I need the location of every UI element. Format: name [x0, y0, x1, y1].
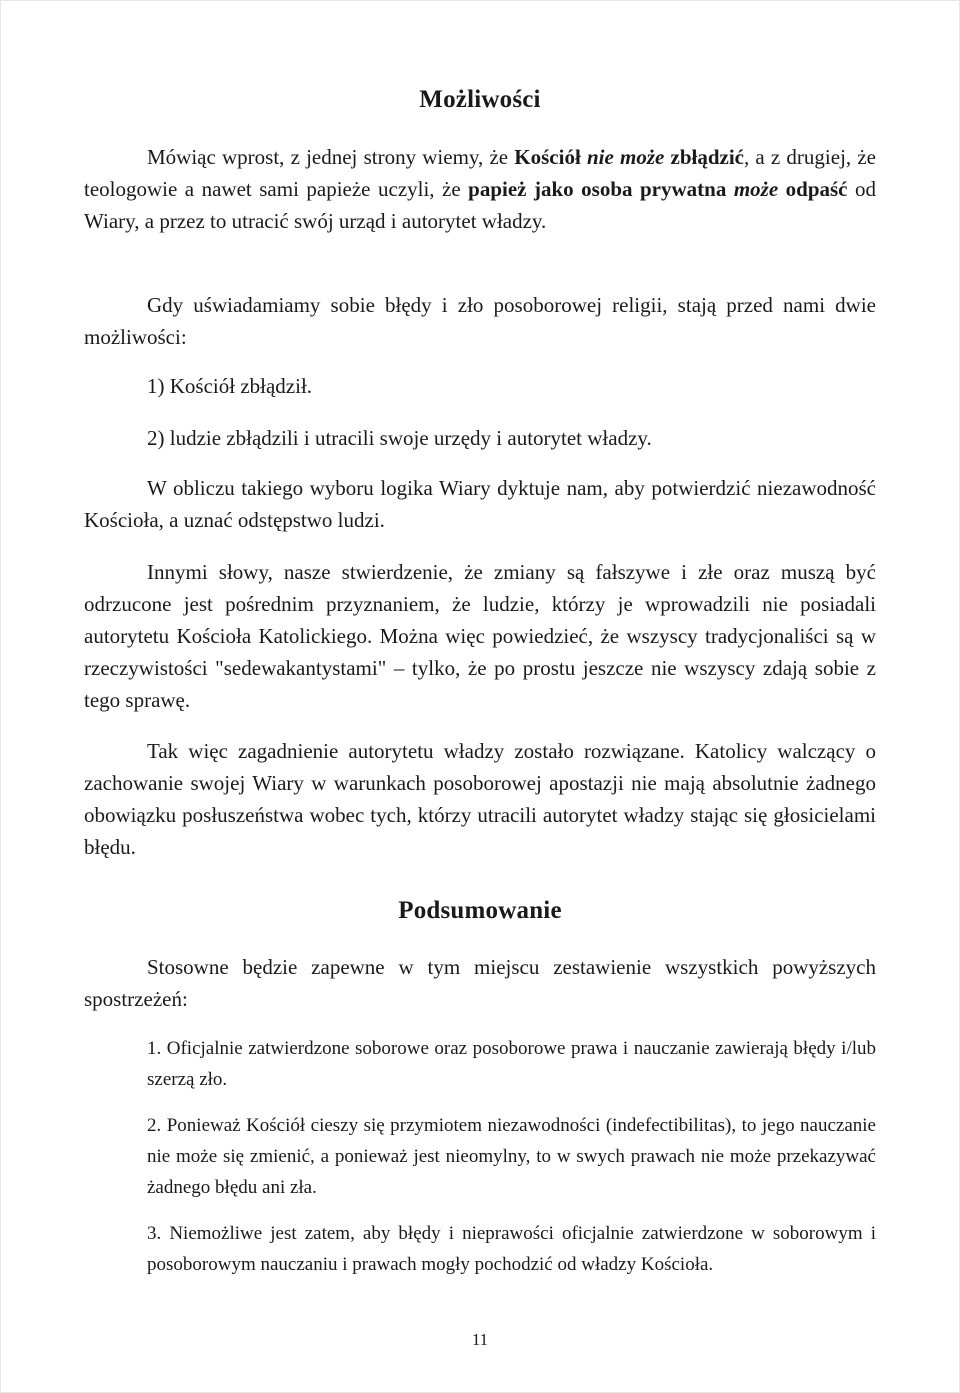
list-item: 2. Ponieważ Kościół cieszy się przymiotem niezawodności (indefectibilitas), to jego nauczanie nie może się zmienić, a ponieważ jest nieomylny, to w swych prawach nie może przekazywać żadnego błędu ani zła. — [147, 1115, 876, 1198]
bold-run: odpaść — [778, 177, 848, 201]
paragraph-two-possibilities: Gdy uświadamiamy sobie błędy i zło posoborowej religii, stają przed nami dwie możliwości: — [84, 293, 876, 349]
italic-run: może — [733, 177, 779, 201]
text-run: , a z drugiej, że teologowie a nawet sami papieże uczyli, że — [84, 145, 876, 201]
bold-italic-run — [734, 177, 778, 201]
section-heading-summary: Podsumowanie — [398, 897, 562, 924]
text-run: Mówiąc wprost, z jednej strony wiemy, że — [147, 145, 515, 169]
section-heading-possibilities: Możliwości — [419, 86, 541, 113]
bold-italic-run — [587, 145, 664, 169]
page-number: 11 — [471, 1330, 489, 1349]
paragraph-in-other-words: Innymi słowy, nasze stwierdzenie, że zmiany są fałszywe i złe oraz muszą być odrzucone jest pośrednim przyznaniem, że ludzie, którzy je wprowadzili nie posiadali autorytetu Kościoła Katolickiego. Można więc powiedzieć, że wszyscy tradycjonaliści są w rzeczywistości "sedewakantystami" – tylko, że po prostu jeszcze nie wszyscy zdają sobie z tego sprawę. — [84, 560, 876, 712]
paragraph-summary-intro: Stosowne będzie zapewne w tym miejscu zestawienie wszystkich powyższych spostrzeżeń: — [84, 955, 876, 1011]
option-item-1: 1) Kościół zbłądził. — [147, 374, 313, 398]
bold-run: papież jako osoba prywatna — [468, 177, 734, 201]
italic-run: nie może — [586, 145, 665, 169]
list-item: 3. Niemożliwe jest zatem, aby błędy i nieprawości oficjalnie zatwierdzone w soborowym i posoborowym nauczaniu i prawach mogły pochodzić od władzy Kościoła. — [147, 1223, 876, 1275]
paragraph-authority-resolved: Tak więc zagadnienie autorytetu władzy zostało rozwiązane. Katolicy walczący o zachowanie swojej Wiary w warunkach posoborowej apostazji nie mają absolutnie żadnego obowiązku posłuszeństwa wobec tych, którzy utracili autorytet władzy stając się głosicielami błędu. — [84, 739, 876, 859]
bold-run: zbłądzić — [664, 145, 744, 169]
list-item: 1. Oficjalnie zatwierdzone soborowe oraz posoborowe prawa i nauczanie zawierają błędy i/lub szerzą zło. — [147, 1038, 876, 1090]
option-item-2: 2) ludzie zbłądzili i utracili swoje urzędy i autorytet władzy. — [147, 426, 652, 450]
paragraph-intro — [84, 141, 876, 237]
text-run: od Wiary, a przez to utracić swój urząd i autorytet władzy. — [84, 177, 876, 233]
paragraph-logic-of-faith: W obliczu takiego wyboru logika Wiary dyktuje nam, aby potwierdzić niezawodność Kościoła, a uznać odstępstwo ludzi. — [84, 476, 876, 532]
bold-run: Kościół — [514, 145, 587, 169]
